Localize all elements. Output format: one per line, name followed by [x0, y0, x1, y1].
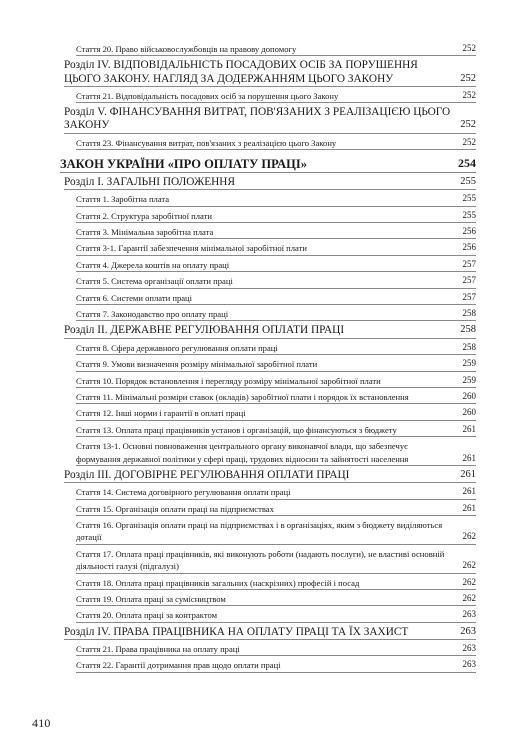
- toc-entry-title: Розділ IV. ВІДПОВІДАЛЬНІСТЬ ПОСАДОВИХ ОСІБ ЗА ПОРУШЕННЯ ЦЬОГО ЗАКОНУ. НАГЛЯД ЗА ДОДЕРЖАННЯМ ЦЬОГО ЗАКОНУ: [64, 59, 418, 85]
- page-number: 410: [32, 716, 51, 730]
- toc-entry-title: Стаття 20. Право військовослужбовців на правову допомогу: [76, 44, 297, 54]
- toc-entry-title: Стаття 3. Мінімальна заробітна плата: [76, 227, 214, 238]
- toc-article-row: [76, 223, 476, 239]
- toc-article-row: [76, 272, 476, 288]
- toc-page-number: 260: [462, 390, 476, 401]
- toc-page-number: 260: [462, 407, 476, 418]
- toc-entry-title: Розділ III. ДОГОВІРНЕ РЕГУЛЮВАННЯ ОПЛАТИ ПРАЦІ: [64, 468, 350, 481]
- toc-entry-title: Стаття 20. Оплата праці за контрактом: [76, 610, 218, 621]
- toc-entry-title: Стаття 23. Фінансування витрат, пов'язаних з реалізацією цього Закону: [76, 137, 337, 148]
- toc-page-number: 255: [462, 209, 476, 220]
- toc-article-row: [76, 256, 476, 272]
- toc-entry-title: Стаття 11. Мінімальні розміри ставок (окладів) заробітної плати і порядок їх встановлення: [76, 391, 409, 402]
- toc-entry-title: Стаття 14. Система договірного регулювання оплати праці: [76, 487, 291, 498]
- toc-page-number: 257: [462, 275, 476, 286]
- toc-page-number: 261: [462, 486, 476, 497]
- toc-page-number: 262: [462, 576, 476, 587]
- toc-entry-title: Розділ IV. ПРАВА ПРАЦІВНИКА НА ОПЛАТУ ПРАЦІ ТА ЇХ ЗАХИСТ: [64, 625, 409, 638]
- toc-entry-title: Стаття 12. Інші норми і гарантії в оплаті праці: [76, 408, 246, 419]
- toc-entry-title: Стаття 16. Організація оплати праці на підприємствах і в організаціях, яким з бюджету виділяються дотації: [76, 519, 443, 543]
- toc-article-row: [76, 590, 476, 606]
- toc-entry-title: Стаття 21. Відповідальність посадових осіб за порушення цього Закону: [76, 90, 339, 101]
- toc-section-row: [64, 321, 476, 338]
- toc-article-row: [76, 437, 476, 466]
- toc-article-row: [76, 545, 476, 574]
- toc-article-row: [76, 516, 476, 545]
- table-of-contents: [60, 40, 476, 673]
- toc-article-row: [76, 339, 476, 355]
- toc-article-row: [76, 372, 476, 388]
- toc-page-number: 255: [462, 193, 476, 204]
- toc-page-number: 262: [462, 531, 476, 542]
- toc-section-row: [64, 173, 476, 190]
- toc-article-row: [76, 239, 476, 255]
- toc-entry-title: Стаття 9. Умови визначення розміру мінімальної заробітної плати: [76, 359, 318, 370]
- toc-page-number: 252: [460, 119, 476, 131]
- toc-section-row: [64, 56, 476, 86]
- toc-page-number: 255: [460, 176, 476, 188]
- toc-section-row: [64, 466, 476, 483]
- toc-article-row: [76, 87, 476, 103]
- toc-entry-title: Стаття 4. Джерела коштів на оплату праці: [76, 259, 230, 270]
- toc-page-number: 256: [462, 242, 476, 253]
- toc-page-number: 262: [462, 560, 476, 571]
- toc-page-number: 252: [462, 136, 476, 147]
- toc-page-number: 261: [462, 452, 476, 463]
- toc-entry-title: Стаття 3-1. Гарантії забезпечення мінімальної заробітної плати: [76, 243, 308, 254]
- toc-entry-title: Стаття 22. Гарантії дотримання прав щодо оплати праці: [76, 660, 281, 671]
- toc-entry-title: Стаття 18. Оплата праці працівників загальних (наскрізних) професій і посад: [76, 577, 360, 588]
- toc-page-number: 252: [460, 72, 476, 84]
- toc-page-number: 257: [462, 258, 476, 269]
- toc-section-row: [64, 623, 476, 640]
- toc-page-number: 252: [462, 43, 476, 53]
- toc-page-number: 257: [462, 291, 476, 302]
- toc-page-number: 263: [462, 659, 476, 670]
- toc-entry-title: Розділ I. ЗАГАЛЬНІ ПОЛОЖЕННЯ: [64, 176, 236, 189]
- toc-article-row: [76, 388, 476, 404]
- toc-page-number: 254: [458, 156, 476, 171]
- toc-entry-title: Стаття 17. Оплата праці працівників, які виконують роботи (надають послуги), не властиві основній діяльності галузі (підгалузі): [76, 548, 445, 572]
- toc-entry-title: Стаття 21. Права працівника на оплату праці: [76, 644, 240, 654]
- toc-entry-title: Стаття 13. Оплата праці працівників установ і організацій, що фінансуються з бюджету: [76, 424, 397, 435]
- toc-article-row: [76, 656, 476, 672]
- toc-article-row: [76, 640, 476, 656]
- toc-page-number: 252: [462, 89, 476, 100]
- toc-entry-title: ЗАКОН УКРАЇНИ «ПРО ОПЛАТУ ПРАЦІ»: [60, 157, 308, 172]
- toc-article-row: [76, 421, 476, 437]
- toc-entry-title: Стаття 6. Системи оплати праці: [76, 292, 193, 303]
- toc-entry-title: Розділ II. ДЕРЖАВНЕ РЕГУЛЮВАННЯ ОПЛАТИ ПРАЦІ: [64, 324, 345, 337]
- toc-page-number: 263: [462, 609, 476, 620]
- toc-article-row: [76, 574, 476, 590]
- toc-entry-title: Розділ V. ФІНАНСУВАННЯ ВИТРАТ, ПОВ'ЯЗАНИХ З РЕАЛІЗАЦІЄЮ ЦЬОГО ЗАКОНУ: [64, 106, 451, 132]
- toc-page-number: 262: [462, 592, 476, 603]
- toc-page-number: 258: [462, 341, 476, 352]
- toc-section-row: [64, 103, 476, 133]
- toc-article-row: [76, 289, 476, 305]
- toc-page-number: 259: [462, 358, 476, 369]
- toc-page-number: 263: [460, 625, 476, 637]
- toc-entry-title: Стаття 15. Організація оплати праці на підприємствах: [76, 503, 274, 514]
- toc-page-number: 261: [460, 468, 476, 480]
- toc-article-row: [76, 134, 476, 150]
- toc-law-row: [60, 153, 476, 173]
- toc-article-row: [76, 606, 476, 622]
- toc-article-row: [76, 305, 476, 321]
- toc-entry-title: Стаття 19. Оплата праці за сумісництвом: [76, 593, 226, 604]
- toc-entry-title: Стаття 13-1. Основні повноваження центрального органу виконавчої влади, що забезпечує формування державної політики у сфері праці, трудових відносин та зайнятості населення: [76, 441, 409, 464]
- toc-entry-title: Стаття 8. Сфера державного регулювання оплати праці: [76, 342, 278, 353]
- toc-page-number: 258: [460, 324, 476, 336]
- toc-article-row: [76, 500, 476, 516]
- toc-article-row: [76, 40, 476, 56]
- toc-entry-title: Стаття 5. Система організації оплати праці: [76, 276, 233, 287]
- toc-page-number: 261: [462, 423, 476, 434]
- toc-page-number: 261: [462, 502, 476, 513]
- toc-article-row: [76, 207, 476, 223]
- toc-page-number: 258: [462, 308, 476, 319]
- toc-entry-title: Стаття 2. Структура заробітної плати: [76, 210, 212, 221]
- toc-page-number: 263: [462, 643, 476, 653]
- toc-article-row: [76, 483, 476, 499]
- toc-article-row: [76, 355, 476, 371]
- toc-entry-title: Стаття 1. Заробітна плата: [76, 194, 170, 205]
- toc-page-number: 259: [462, 374, 476, 385]
- toc-article-row: [76, 404, 476, 420]
- toc-entry-title: Стаття 10. Порядок встановлення і перегляду розміру мінімальної заробітної плати: [76, 375, 381, 386]
- toc-entry-title: Стаття 7. Законодавство про оплату праці: [76, 309, 229, 320]
- toc-page-number: 256: [462, 226, 476, 237]
- toc-article-row: [76, 190, 476, 206]
